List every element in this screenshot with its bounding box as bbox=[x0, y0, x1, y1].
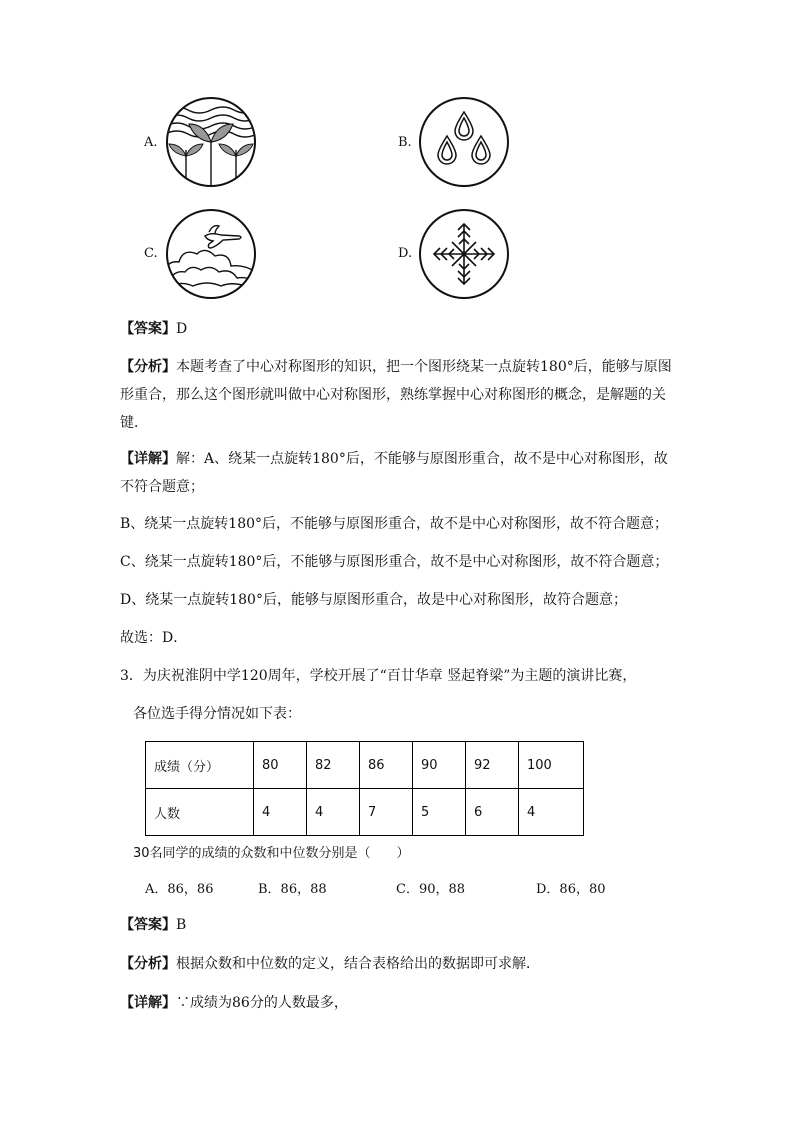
q3-analysis-text: 根据众数和中位数的定义，结合表格给出的数据即可求解． bbox=[176, 956, 540, 972]
q2-detail-d: D、绕某一点旋转180°后，能够与原图形重合，故是中心对称图形，故符合题意； bbox=[120, 592, 627, 608]
option-a-label: A. bbox=[144, 135, 158, 150]
option-c-label: C. bbox=[144, 246, 158, 261]
q2-detail-a-text: 解：A、绕某一点旋转180°后，不能够与原图形重合，故不是中心对称图形，故不符合题意； bbox=[120, 451, 668, 495]
q3-detail-text: ∵成绩为86分的人数最多， bbox=[176, 995, 348, 1011]
option-b-label: B. bbox=[398, 135, 412, 150]
table-cell: 5 bbox=[413, 789, 466, 836]
option-d-snowflake-figure bbox=[418, 208, 510, 300]
q2-detail-tag: 【详解】 bbox=[120, 451, 176, 467]
q2-analysis-text: 本题考查了中心对称图形的知识，把一个图形绕某一点旋转180°后，能够与原图形重合，那么这个图形就叫做中心对称图形，熟练掌握中心对称图形的概念，是解题的关键． bbox=[120, 359, 672, 431]
q2-analysis-tag: 【分析】 bbox=[120, 359, 176, 375]
table-row bbox=[146, 789, 584, 836]
table-cell: 82 bbox=[307, 742, 360, 789]
q2-detail-b: B、绕某一点旋转180°后，不能够与原图形重合，故不是中心对称图形，故不符合题意； bbox=[120, 516, 669, 532]
q2-detail-a bbox=[120, 445, 680, 501]
table-cell: 92 bbox=[466, 742, 519, 789]
q3-choice-c: C．90，88 bbox=[396, 882, 466, 897]
option-c-bird-cloud-figure bbox=[165, 208, 257, 300]
score-table bbox=[145, 741, 584, 836]
q3-analysis-tag: 【分析】 bbox=[120, 956, 176, 972]
q3-detail bbox=[120, 989, 680, 1017]
table-cell: 4 bbox=[307, 789, 360, 836]
table-cell: 7 bbox=[360, 789, 413, 836]
q3-detail-tag: 【详解】 bbox=[120, 995, 176, 1011]
q3-choice-a: A．86，86 bbox=[145, 882, 214, 897]
q3-choice-b: B．86，88 bbox=[258, 882, 327, 897]
table-cell: 100 bbox=[519, 742, 584, 789]
q3-analysis bbox=[120, 950, 680, 978]
table-row bbox=[146, 742, 584, 789]
q3-question: 30名同学的成绩的众数和中位数分别是（ ） bbox=[133, 846, 410, 861]
q2-answer-tag: 【答案】 bbox=[120, 321, 176, 337]
q2-detail-c: C、绕某一点旋转180°后，不能够与原图形重合，故不是中心对称图形，故不符合题意； bbox=[120, 554, 669, 570]
table-cell: 人数 bbox=[146, 789, 254, 836]
q2-answer bbox=[120, 315, 680, 343]
table-cell: 86 bbox=[360, 742, 413, 789]
option-b-drops-figure bbox=[418, 96, 510, 188]
q2-analysis bbox=[120, 353, 680, 437]
q3-choice-d: D．86，80 bbox=[536, 882, 606, 897]
option-a-plant-figure bbox=[165, 96, 257, 188]
table-cell: 80 bbox=[254, 742, 307, 789]
q2-answer-value: D bbox=[176, 321, 188, 337]
q2-conclusion: 故选：D． bbox=[120, 630, 188, 646]
table-cell: 4 bbox=[519, 789, 584, 836]
q3-answer-value: B bbox=[176, 917, 187, 933]
option-d-label: D. bbox=[398, 246, 413, 261]
table-cell: 6 bbox=[466, 789, 519, 836]
table-cell: 90 bbox=[413, 742, 466, 789]
table-cell: 成绩（分） bbox=[146, 742, 254, 789]
q3-answer bbox=[120, 911, 680, 939]
q3-stem-line1: 3．为庆祝淮阴中学120周年，学校开展了“百廿华章 竖起脊梁”为主题的演讲比赛， bbox=[120, 668, 637, 684]
q3-answer-tag: 【答案】 bbox=[120, 917, 176, 933]
q3-stem-line2: 各位选手得分情况如下表： bbox=[133, 706, 301, 722]
table-cell: 4 bbox=[254, 789, 307, 836]
